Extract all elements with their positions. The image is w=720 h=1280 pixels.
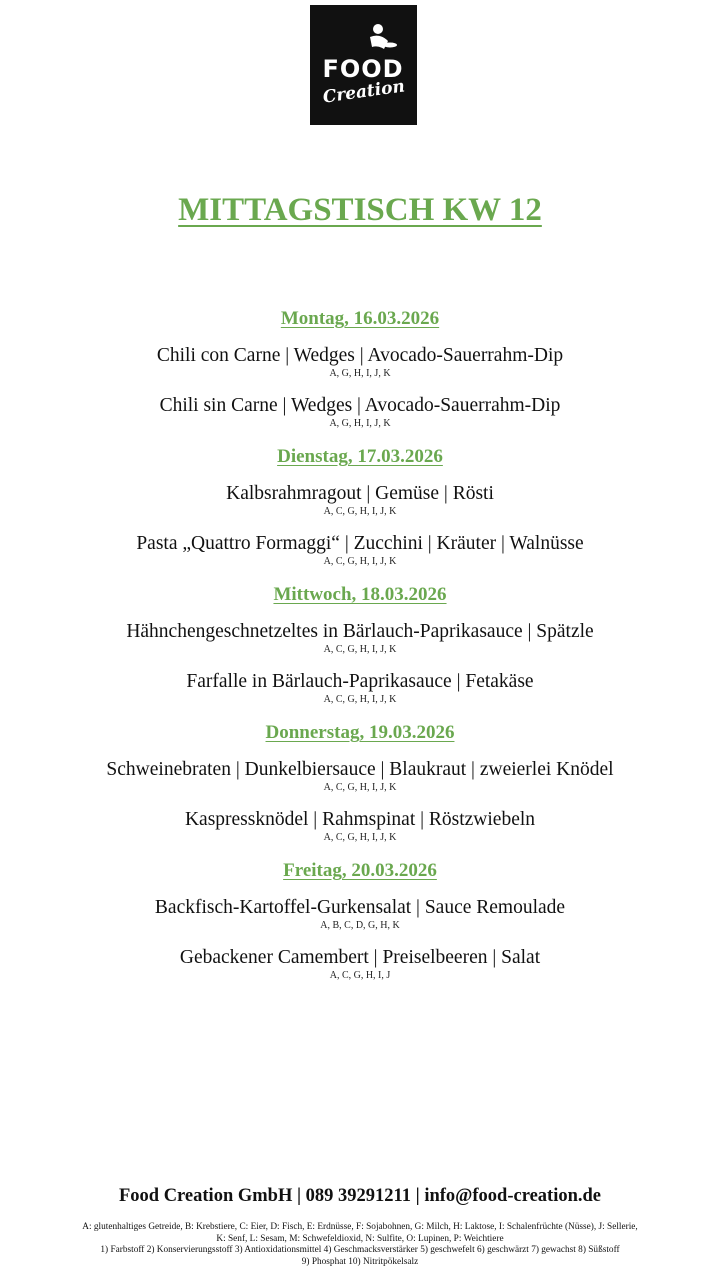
dish-item	[0, 532, 720, 582]
dish-item	[0, 482, 720, 532]
dish-item	[0, 670, 720, 720]
dish-allergens: A, C, G, H, I, J, K	[323, 506, 397, 517]
day-section	[0, 444, 720, 582]
legend-line: A: glutenhaltiges Getreide, B: Krebstiere, C: Eier, D: Fisch, E: Erdnüsse, F: Sojabohnen, G: Milch, H: Laktose, I: Schalenfrüchte (Nüsse), J: Sellerie,	[82, 1222, 638, 1232]
dish-allergens: A, G, H, I, J, K	[329, 418, 391, 429]
dish-allergens: A, C, G, H, I, J, K	[323, 782, 397, 793]
food-creation-logo	[310, 5, 417, 125]
dish-item	[0, 808, 720, 858]
dish-name: Farfalle in Bärlauch-Paprikasauce | Fetakäse	[186, 671, 534, 692]
figure-head-icon	[373, 24, 383, 34]
dish-item	[0, 620, 720, 670]
day-heading: Freitag, 20.03.2026	[283, 860, 437, 881]
dish-name: Kaspressknödel | Rahmspinat | Röstzwiebeln	[184, 809, 536, 830]
dish-name: Gebackener Camembert | Preiselbeeren | Salat	[179, 947, 541, 968]
company-info: Food Creation GmbH | 089 39291211 | info@food-creation.de	[118, 1186, 602, 1206]
day-section	[0, 306, 720, 444]
dish-name: Chili sin Carne | Wedges | Avocado-Sauerrahm-Dip	[159, 395, 561, 416]
dish-name: Hähnchengeschnetzeltes in Bärlauch-Paprikasauce | Spätzle	[126, 621, 594, 642]
allergen-legend	[6, 1222, 714, 1268]
dish-name: Schweinebraten | Dunkelbiersauce | Blaukraut | zweierlei Knödel	[106, 759, 614, 780]
legend-line: 1) Farbstoff 2) Konservierungsstoff 3) Antioxidationsmittel 4) Geschmacksverstärker 5) geschwefelt 6) geschwärzt 7) gewachst 8) Süßstoff	[100, 1245, 620, 1255]
day-heading: Donnerstag, 19.03.2026	[265, 722, 455, 743]
dish-allergens: A, C, G, H, I, J, K	[323, 694, 397, 705]
dish-item	[0, 394, 720, 444]
day-section	[0, 720, 720, 858]
day-heading: Montag, 16.03.2026	[280, 308, 440, 329]
day-section	[0, 858, 720, 996]
day-heading: Dienstag, 17.03.2026	[277, 446, 443, 467]
dish-allergens: A, C, G, H, I, J	[329, 970, 391, 981]
dish-item	[0, 758, 720, 808]
dish-allergens: A, C, G, H, I, J, K	[323, 644, 397, 655]
dish-allergens: A, B, C, D, G, H, K	[320, 920, 400, 931]
dish-allergens: A, C, G, H, I, J, K	[323, 556, 397, 567]
plate-icon	[383, 43, 397, 48]
dish-name: Pasta „Quattro Formaggi“ | Zucchini | Kräuter | Walnüsse	[136, 533, 584, 554]
logo-graphic	[310, 5, 417, 125]
menu-days	[0, 306, 720, 996]
dish-name: Backfisch-Kartoffel-Gurkensalat | Sauce Remoulade	[154, 897, 566, 918]
legend-line: K: Senf, L: Sesam, M: Schwefeldioxid, N: Sulfite, O: Lupinen, P: Weichtiere	[216, 1233, 504, 1244]
logo-text-food: FOOD	[322, 55, 404, 83]
dish-allergens: A, G, H, I, J, K	[329, 368, 391, 379]
logo-text-creation: Creation	[321, 76, 407, 108]
legend-line: 9) Phosphat 10) Nitritpökelsalz	[301, 1256, 419, 1267]
day-section	[0, 582, 720, 720]
dish-item	[0, 344, 720, 394]
dish-item	[0, 946, 720, 996]
dish-name: Kalbsrahmragout | Gemüse | Rösti	[226, 483, 494, 504]
dish-item	[0, 896, 720, 946]
dish-name: Chili con Carne | Wedges | Avocado-Sauerrahm-Dip	[156, 345, 564, 366]
page-title: MITTAGSTISCH KW 12	[178, 192, 542, 228]
dish-allergens: A, C, G, H, I, J, K	[323, 832, 397, 843]
day-heading: Mittwoch, 18.03.2026	[273, 584, 447, 605]
